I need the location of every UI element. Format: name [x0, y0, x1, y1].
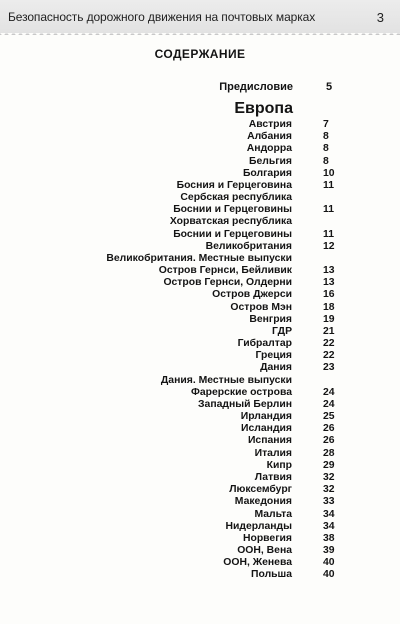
toc-entry-label: ООН, Вена: [237, 545, 292, 557]
toc-entry-label: Остров Джерси: [212, 289, 292, 301]
toc-entry: [0, 460, 400, 472]
toc-entry: [0, 131, 400, 143]
toc-entry: [0, 216, 400, 228]
toc-entry-label: ГДР: [272, 325, 292, 337]
toc-entry-page: 19: [323, 313, 335, 325]
toc-entry: [0, 484, 400, 496]
toc-entry-label: Ирландия: [240, 411, 292, 423]
toc-entry-label: Великобритания. Местные выпуски: [106, 252, 292, 264]
toc-entry-label: Дания: [260, 362, 292, 374]
toc-entry: [0, 204, 400, 216]
running-header: [0, 0, 400, 35]
toc-entry: [0, 521, 400, 533]
toc-entry-label: Остров Гернси, Бейливик: [158, 265, 292, 277]
toc-entry-label: Великобритания: [205, 240, 292, 252]
toc-entry-page: 8: [323, 131, 329, 143]
toc-entry-page: 18: [323, 301, 335, 313]
toc-entry-label: Греция: [255, 350, 292, 362]
toc-entry: [0, 241, 400, 253]
toc-entry: [0, 265, 400, 277]
toc-entry-page: 12: [323, 240, 335, 252]
toc-entry: [0, 362, 400, 374]
toc-entry: [0, 435, 400, 447]
toc-entry-list: [0, 119, 400, 582]
toc-entry: [0, 289, 400, 301]
toc-entry-page: 11: [323, 204, 334, 216]
toc-entry-page: 32: [323, 471, 335, 483]
toc-entry-label: Испания: [247, 435, 292, 447]
toc-entry-page: 39: [323, 545, 335, 557]
toc-entry: [0, 192, 400, 204]
toc-entry-page: 23: [323, 362, 335, 374]
toc-entry: [0, 509, 400, 521]
stamp-perforation-edge: [0, 33, 400, 39]
toc-entry-page: 16: [323, 289, 335, 301]
toc-heading: СОДЕРЖАНИЕ: [154, 47, 246, 61]
toc-entry-page: 38: [323, 532, 335, 544]
toc-entry: [0, 411, 400, 423]
toc-entry: [0, 387, 400, 399]
toc-entry-label: Гибралтар: [237, 338, 292, 350]
toc-entry-label: Исландия: [241, 423, 292, 435]
toc-entry-label: Мальта: [254, 508, 292, 520]
toc-entry-label: Кипр: [266, 459, 292, 471]
toc-section-title: Европа: [234, 100, 293, 117]
toc-entry: [0, 253, 400, 265]
toc-entry: [0, 180, 400, 192]
toc-entry-page: 26: [323, 423, 335, 435]
toc-entry-label: Боснии и Герцеговины: [173, 204, 292, 216]
toc-entry-page: 24: [323, 398, 335, 410]
toc-entry-label: Латвия: [254, 471, 292, 483]
toc-entry-label: Польша: [251, 569, 292, 581]
toc-entry-label: Албания: [247, 131, 292, 143]
toc-entry-label: ООН, Женева: [223, 557, 292, 569]
toc-entry: [0, 448, 400, 460]
toc-entry: [0, 143, 400, 155]
toc-entry-page: 29: [323, 459, 335, 471]
toc-entry: [0, 557, 400, 569]
toc-entry-page: 22: [323, 350, 335, 362]
toc-entry-label: Боснии и Герцеговины: [173, 228, 292, 240]
toc-entry-page: 8: [323, 155, 329, 167]
toc-preface-page: 5: [326, 81, 333, 93]
toc-entry-label: Люксембург: [229, 484, 292, 496]
toc-entry: [0, 277, 400, 289]
toc-entry-page: 11: [323, 228, 334, 240]
toc-entry: [0, 545, 400, 557]
toc-entry-label: Сербская республика: [180, 192, 292, 204]
toc-entry: [0, 156, 400, 168]
toc-entry-page: 25: [323, 411, 335, 423]
toc-entry-page: 34: [323, 508, 335, 520]
toc-entry-label: Босния и Герцеговина: [176, 179, 292, 191]
toc-entry-label: Остров Мэн: [230, 301, 292, 313]
toc-entry-label: Дания. Местные выпуски: [160, 374, 292, 386]
toc-entry: [0, 168, 400, 180]
toc-entry-label: Норвегия: [242, 532, 292, 544]
toc-entry-label: Венгрия: [249, 313, 292, 325]
toc-entry: [0, 375, 400, 387]
toc-entry: [0, 314, 400, 326]
toc-entry-label: Фарерские острова: [191, 386, 292, 398]
toc-entry-page: 13: [323, 265, 335, 277]
toc-entry-label: Остров Гернси, Олдерни: [163, 277, 292, 289]
toc-entry-page: 13: [323, 277, 335, 289]
toc-entry-page: 40: [323, 569, 335, 581]
toc-entry-page: 7: [323, 119, 329, 130]
toc-entry-page: 40: [323, 557, 335, 569]
toc-entry-label: Болгария: [242, 167, 292, 179]
toc-preface-label: Предисловие: [219, 81, 293, 93]
toc-entry: [0, 229, 400, 241]
toc-preface-row: [0, 81, 400, 95]
toc-entry: [0, 326, 400, 338]
toc-entry-page: 11: [323, 179, 334, 191]
toc-entry-page: 33: [323, 496, 335, 508]
toc-entry-page: 8: [323, 143, 329, 155]
toc-entry-page: 22: [323, 338, 335, 350]
toc-entry: [0, 350, 400, 362]
toc-entry: [0, 399, 400, 411]
toc-entry-label: Македония: [234, 496, 292, 508]
toc-entry-page: 28: [323, 447, 335, 459]
toc-entry: [0, 119, 400, 131]
toc-entry: [0, 302, 400, 314]
toc-entry: [0, 569, 400, 581]
toc-entry: [0, 533, 400, 545]
toc-entry-page: 34: [323, 520, 335, 532]
toc-entry-label: Нидерланды: [225, 520, 292, 532]
running-header-title: Безопасность дорожного движения на почтовых марках: [8, 10, 316, 24]
toc-entry-page: 24: [323, 386, 335, 398]
toc-entry-label: Австрия: [248, 119, 292, 130]
page-number: 3: [376, 10, 384, 25]
toc-entry: [0, 472, 400, 484]
toc-entry-label: Западный Берлин: [198, 398, 292, 410]
toc-entry: [0, 423, 400, 435]
toc-entry-page: 10: [323, 167, 335, 179]
toc-entry-page: 21: [323, 325, 335, 337]
toc-entry-page: 26: [323, 435, 335, 447]
toc-entry: [0, 496, 400, 508]
toc-entry: [0, 338, 400, 350]
toc-entry-label: Хорватская республика: [169, 216, 292, 228]
toc-entry-label: Бельгия: [248, 155, 292, 167]
toc-entry-label: Италия: [254, 447, 292, 459]
toc-entry-label: Андорра: [246, 143, 292, 155]
toc-entry-page: 32: [323, 484, 335, 496]
